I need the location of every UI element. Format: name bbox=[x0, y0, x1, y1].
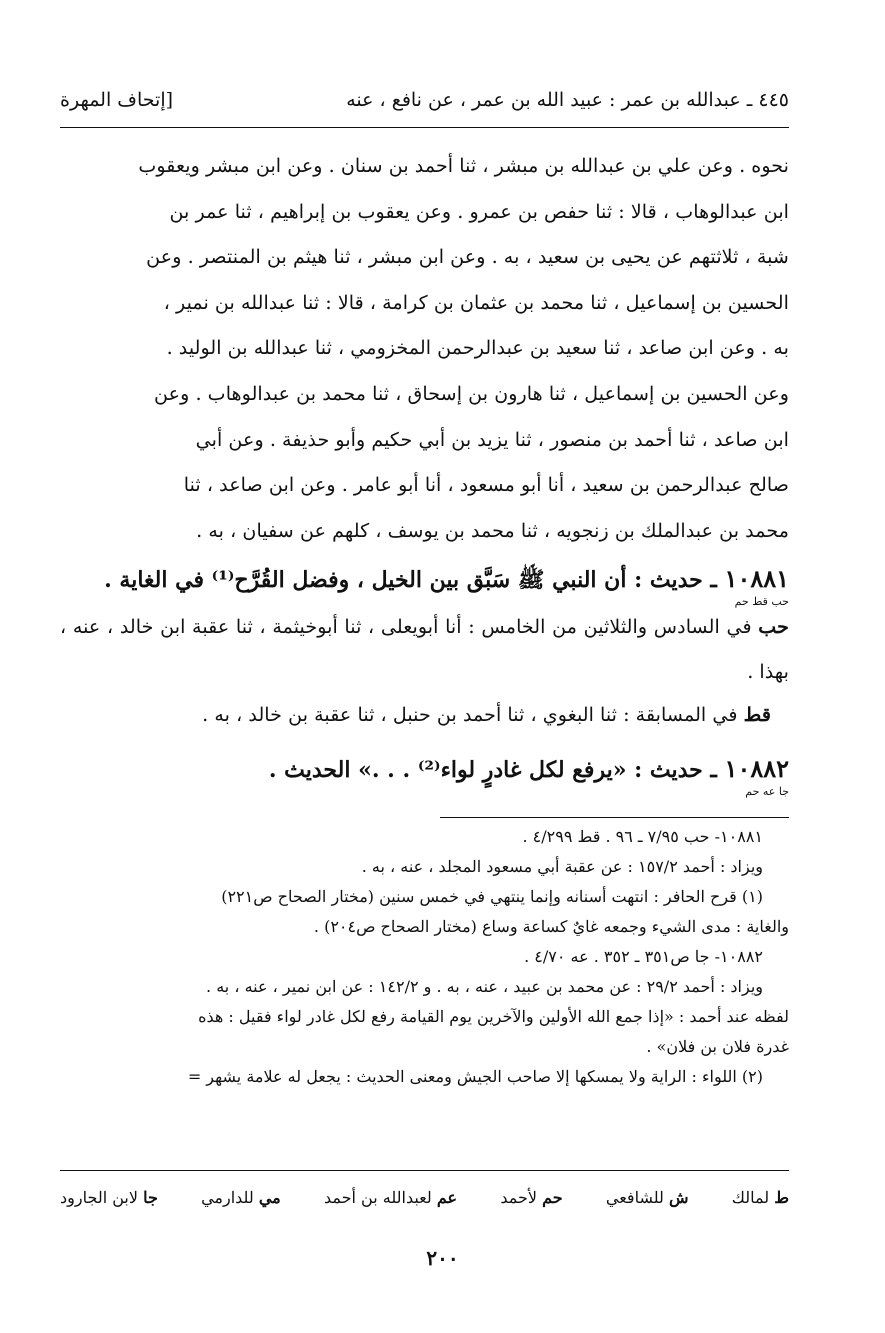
paragraph-text: في المسابقة : ثنا البغوي ، ثنا أحمد بن حنبل ، ثنا عقبة بن خالد ، به . bbox=[202, 703, 744, 726]
text-line: نحوه . وعن علي بن عبدالله بن مبشر ، ثنا أحمد بن سنان . وعن ابن مبشر ويعقوب bbox=[138, 154, 789, 177]
legend-item: جا لابن الجارود bbox=[60, 1188, 158, 1207]
paragraph-hb bbox=[60, 604, 789, 694]
text-line: وعن الحسين بن إسماعيل ، ثنا هارون بن إسحاق ، ثنا محمد بن عبدالوهاب . وعن bbox=[154, 381, 789, 405]
footnote-rule bbox=[440, 817, 789, 818]
text-line: صالح عبدالرحمن بن سعيد ، أنا أبو مسعود ، أنا أبو عامر . وعن ابن صاعد ، ثنا bbox=[183, 473, 789, 497]
header-title: ٤٤٥ ـ عبدالله بن عمر : عبيد الله بن عمر ، عن نافع ، عنه bbox=[346, 89, 789, 111]
footnote-line: لفظه عند أحمد : «إذا جمع الله الأولين والآخرين يوم القيامة رفع لكل غادر لواء فقيل : هذه bbox=[198, 1007, 789, 1026]
hadith-heading-10882 bbox=[60, 753, 789, 786]
footnote-line: ويزاد : أحمد ١٥٧/٢ : عن عقبة أبي مسعود المجلد ، عنه ، به . bbox=[361, 857, 763, 876]
footnote-line: ١٠٨٨١- حب ٧/٩٥ ـ ٩٦ . قط ٤/٢٩٩ . bbox=[522, 827, 763, 846]
legend-item: حم لأحمد bbox=[500, 1188, 563, 1207]
text-line: شبة ، ثلاثتهم عن يحيى بن سعيد ، به . وعن ابن مبشر ، ثنا هيثم بن المنتصر . وعن bbox=[146, 245, 789, 269]
footnote-line: (١) قرح الحافر : انتهت أسنانه وإنما ينتهي في خمس سنين (مختار الصحاح ص٢٢١) bbox=[221, 887, 763, 906]
abbreviation-legend bbox=[60, 1188, 789, 1207]
legend-item: ط لمالك bbox=[731, 1188, 789, 1207]
main-text bbox=[60, 143, 789, 553]
text-line: به . وعن ابن صاعد ، ثنا سعيد بن عبدالرحمن المخزومي ، ثنا عبدالله بن الوليد . bbox=[166, 336, 789, 360]
footnote-line: والغاية : مدى الشيء وجمعه غايٌ كساعة وساع (مختار الصحاح ص٢٠٤) . bbox=[313, 917, 789, 936]
hadith-heading-10881 bbox=[60, 563, 789, 596]
hadith-number: ١٠٨٨١ bbox=[724, 564, 789, 593]
hadith-sigla: حب قط حم bbox=[734, 595, 789, 608]
header-book-name: [إتحاف المهرة bbox=[60, 89, 174, 111]
legend-rule bbox=[60, 1170, 789, 1171]
footnote-line: ويزاد : أحمد ٢٩/٢ : عن محمد بن عبيد ، عنه ، به . و ١٤٢/٢ : عن ابن نمير ، عنه ، به . bbox=[206, 977, 763, 996]
running-header bbox=[60, 82, 789, 118]
page-number: ٢٠٠ bbox=[426, 1246, 459, 1270]
source-abbr: حب bbox=[758, 615, 789, 638]
hadith-text: ـ حديث : «يرفع لكل غادرٍ لواء⁽²⁾ . . .» الحديث . bbox=[268, 757, 717, 783]
paragraph-text: في السادس والثلاثين من الخامس : أنا أبويعلى ، ثنا أبوخيثمة ، ثنا عقبة ابن خالد ، عنه ، بهذا . bbox=[60, 615, 789, 683]
text-line: محمد بن عبدالملك بن زنجويه ، ثنا محمد بن يوسف ، كلهم عن سفيان ، به . bbox=[196, 518, 789, 542]
footnote-line: ١٠٨٨٢- جا ص٣٥١ ـ ٣٥٢ . عه ٤/٧٠ . bbox=[524, 947, 763, 966]
legend-item: مي للدارمي bbox=[201, 1188, 281, 1207]
source-abbr: قط bbox=[743, 703, 771, 726]
text-line: الحسين بن إسماعيل ، ثنا محمد بن عثمان بن كرامة ، قالا : ثنا عبدالله بن نمير ، bbox=[163, 290, 789, 314]
footnotes bbox=[60, 822, 789, 1092]
legend-item: ش للشافعي bbox=[605, 1188, 689, 1207]
paragraph-qt bbox=[60, 692, 789, 737]
hadith-number: ١٠٨٨٢ bbox=[724, 754, 789, 783]
hadith-sigla: جا عه حم bbox=[745, 785, 789, 798]
hadith-text: ـ حديث : أن النبي ﷺ سَبَّق بين الخيل ، وفضل القُرَّح⁽¹⁾ في الغاية . bbox=[104, 567, 717, 593]
footnote-line: (٢) اللواء : الراية ولا يمسكها إلا صاحب الجيش ومعنى الحديث : يجعل له علامة يشهر = bbox=[187, 1067, 763, 1086]
footnote-line: غدرة فلان بن فلان» . bbox=[646, 1037, 789, 1056]
text-line: ابن عبدالوهاب ، قالا : ثنا حفص بن عمرو . وعن يعقوب بن إبراهيم ، ثنا عمر بن bbox=[169, 199, 789, 223]
legend-item: عم لعبدالله بن أحمد bbox=[323, 1188, 458, 1207]
header-rule bbox=[60, 127, 789, 128]
text-line: ابن صاعد ، ثنا أحمد بن منصور ، ثنا يزيد بن أبي حكيم وأبو حذيفة . وعن أبي bbox=[195, 427, 789, 451]
